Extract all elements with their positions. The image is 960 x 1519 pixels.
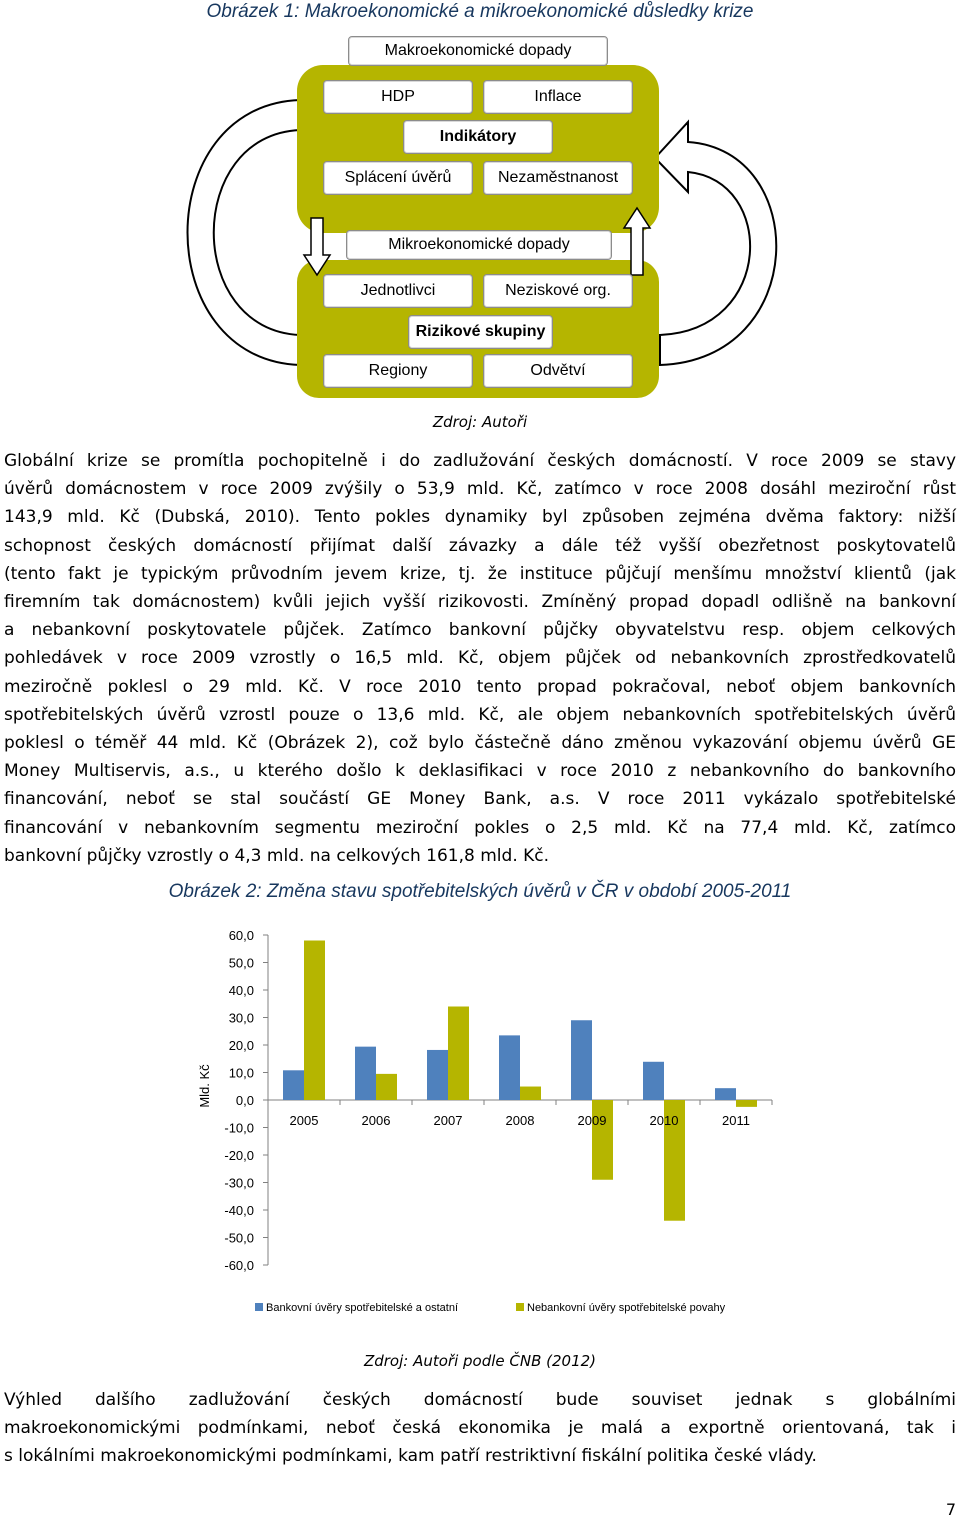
micro-item-regiony: Regiony xyxy=(323,354,473,388)
bar-bank-2005 xyxy=(283,1070,304,1100)
macro-item-hdp: HDP xyxy=(323,80,473,114)
x-tick-label: 2005 xyxy=(289,1113,319,1128)
paragraph-line: Globální krize se promítla pochopitelně i do zadlužování českých domácností. V roce 2009 se stavy xyxy=(4,451,956,471)
bar-nonbank-2011 xyxy=(736,1100,757,1107)
paragraph-line: s lokálními makroekonomickými podmínkami, kam patří restriktivní fiskální politika české vlády. xyxy=(4,1446,817,1467)
x-tick-label: 2011 xyxy=(722,1113,750,1128)
paragraph-line: meziročně poklesl o 29 mld. Kč. V roce 2010 tento propad pokračoval, neboť objem bankovních xyxy=(4,676,956,697)
micro-item-odvetvi: Odvětví xyxy=(483,354,633,388)
bar-bank-2006 xyxy=(355,1047,376,1100)
legend-label: Nebankovní úvěry spotřebitelské povahy xyxy=(527,1302,726,1314)
y-tick-label: 0,0 xyxy=(235,1093,254,1108)
micro-item-rizikove-skupiny: Rizikové skupiny xyxy=(408,315,553,349)
y-tick-label: 50,0 xyxy=(228,955,254,971)
figure1-title: Obrázek 1: Makroekonomické a mikroekonomické důsledky krize xyxy=(206,1,754,22)
paragraph-line: poklesl o téměř 44 mld. Kč (Obrázek 2), což bylo částečně dáno změnou vykazování objemu úvěrů GE xyxy=(4,733,956,754)
macro-item-inflace: Inflace xyxy=(483,80,633,114)
y-tick-label: -60,0 xyxy=(224,1258,254,1273)
paragraph-line: makroekonomickými podmínkami, neboť česká ekonomika je malá a exportně orientovaná, tak i xyxy=(4,1418,956,1439)
consumer-credit-chart xyxy=(0,915,960,1335)
paragraph-line: pohledávek v roce 2009 vzrostly o 16,5 mld. Kč, objem půjček od nebankovních zprostředkovatelů xyxy=(4,648,956,669)
x-tick-label: 2006 xyxy=(361,1113,391,1128)
paragraph-line: a nebankovní poskytovatele půjček. Zatímco bankovní půjčky obyvatelstvu resp. objem celkových xyxy=(4,620,956,641)
bar-nonbank-2006 xyxy=(376,1074,397,1100)
right-curved-arrow-icon xyxy=(655,122,776,365)
macro-item-nezamestnanost: Nezaměstnanost xyxy=(483,161,633,195)
macro-header: Makroekonomické dopady xyxy=(348,36,608,66)
y-tick-label: 10,0 xyxy=(228,1065,254,1081)
bar-bank-2007 xyxy=(427,1050,448,1100)
bar-nonbank-2005 xyxy=(304,941,325,1101)
y-tick-label: -30,0 xyxy=(224,1175,254,1191)
bar-nonbank-2007 xyxy=(448,1007,469,1101)
x-tick-label: 2010 xyxy=(649,1113,679,1128)
bar-nonbank-2008 xyxy=(520,1087,541,1100)
paragraph-line: Výhled dalšího zadlužování českých domácností bude souviset jednak s globálními xyxy=(4,1390,956,1410)
legend-swatch xyxy=(516,1303,524,1311)
bar-nonbank-2009 xyxy=(592,1100,613,1180)
diagram-shapes xyxy=(0,30,960,410)
paragraph-line: firemním tak domácnostem) kvůli jejich vyšší rizikovosti. Zmíněný propad dopadl odlišně na bankovní xyxy=(4,592,956,613)
y-tick-label: 30,0 xyxy=(228,1010,254,1026)
crisis-impact-diagram xyxy=(0,30,960,410)
figure2-source: Zdroj: Autoři podle ČNB (2012) xyxy=(363,1352,597,1370)
y-tick-label: -20,0 xyxy=(224,1148,254,1163)
figure2-title: Obrázek 2: Změna stavu spotřebitelských úvěrů v ČR v období 2005-2011 xyxy=(168,881,792,902)
paragraph-line: (tento fakt je typickým průvodním jevem krize, tj. že instituce půjčují menšímu množství klientů (jak xyxy=(4,563,956,584)
legend-label: Bankovní úvěry spotřebitelské a ostatní xyxy=(266,1302,458,1314)
x-tick-label: 2008 xyxy=(505,1113,535,1128)
paragraph-line: Money Multiservis, a.s., u kterého došlo k deklasifikaci v roce 2010 z nebankovního do bankovního xyxy=(4,761,956,782)
paragraph-line: 143,9 mld. Kč (Dubská, 2010). Tento pokles dynamiky byl způsoben zejména dvěma faktory: nižší xyxy=(4,507,956,528)
y-axis-label: Mld. Kč xyxy=(197,1064,212,1108)
y-tick-label: -50,0 xyxy=(224,1230,254,1246)
figure1-source: Zdroj: Autoři xyxy=(432,413,528,431)
bar-bank-2010 xyxy=(643,1062,664,1100)
paragraph-line: financování v nebankovním segmentu meziroční pokles o 2,5 mld. Kč na 77,4 mld. Kč, zatímco xyxy=(4,817,956,838)
micro-item-neziskove-org: Neziskové org. xyxy=(483,274,633,308)
y-tick-label: 40,0 xyxy=(228,983,254,998)
page-number: 7 xyxy=(945,1500,956,1519)
paragraph-2 xyxy=(4,1386,956,1471)
y-tick-label: -40,0 xyxy=(224,1203,254,1218)
legend-swatch xyxy=(255,1303,263,1311)
y-tick-label: -10,0 xyxy=(224,1120,254,1136)
paragraph-line: úvěrů domácnostem v roce 2009 zvýšily o 53,9 mld. Kč, zatímco v roce 2008 dosáhl meziroční růst xyxy=(4,479,956,500)
micro-header: Mikroekonomické dopady xyxy=(346,230,612,260)
paragraph-line: schopnost českých domácností přijímat další závazky a dále též vyšší obezřetnost poskytovatelů xyxy=(4,535,956,556)
macro-item-indikatory: Indikátory xyxy=(403,120,553,154)
x-tick-label: 2009 xyxy=(577,1113,607,1128)
macro-item-splaceni-uveru: Splácení úvěrů xyxy=(323,161,473,195)
x-tick-label: 2007 xyxy=(433,1113,463,1128)
bar-bank-2009 xyxy=(571,1020,592,1100)
micro-item-jednotlivci: Jednotlivci xyxy=(323,274,473,308)
bar-bank-2008 xyxy=(499,1035,520,1100)
paragraph-line: financování, neboť se stal součástí GE Money Bank, a.s. V roce 2011 vykázalo spotřebitelské xyxy=(4,789,956,810)
paragraph-line: spotřebitelských úvěrů vzrostl pouze o 13,6 mld. Kč, ale objem nebankovních spotřebitelských úvěrů xyxy=(4,704,956,725)
paragraph-1 xyxy=(4,447,956,870)
y-tick-label: 20,0 xyxy=(228,1038,254,1053)
bar-bank-2011 xyxy=(715,1088,736,1100)
paragraph-line: bankovní půjčky vzrostly o 4,3 mld. na celkových 161,8 mld. Kč. xyxy=(4,845,550,866)
y-tick-label: 60,0 xyxy=(228,928,254,943)
